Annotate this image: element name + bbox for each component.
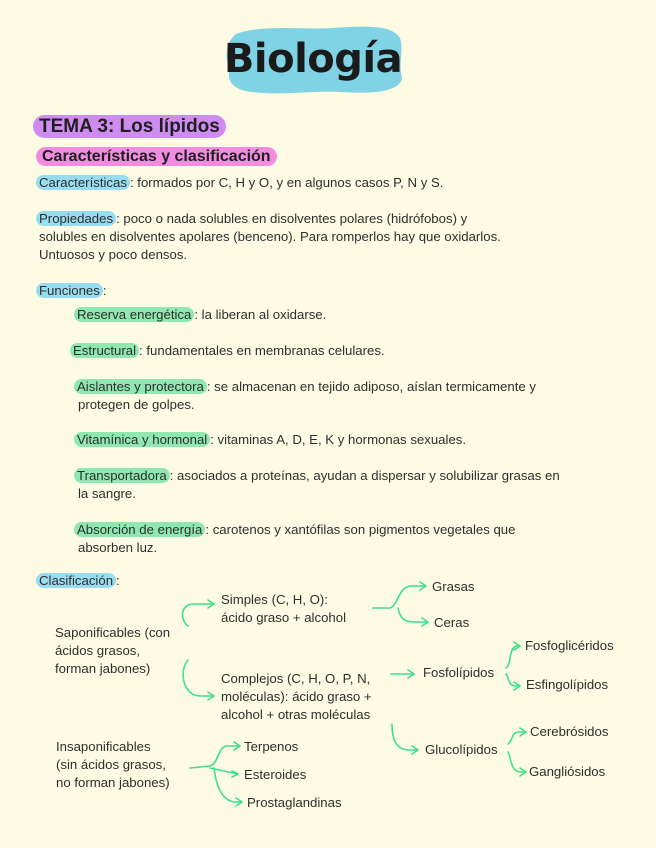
node-line: Saponificables (con — [55, 625, 171, 640]
node-line: no forman jabones) — [56, 775, 170, 790]
function-item-label: Estructural — [70, 343, 139, 358]
node-terpenos: Terpenos — [244, 739, 299, 754]
node-esfingolipidos: Esfingolípidos — [526, 677, 609, 692]
node-saponificables — [55, 624, 170, 678]
section-heading-label: Características y clasificación — [36, 147, 277, 166]
node-esteroides: Esteroides — [244, 767, 307, 782]
function-item-label: Reserva energética — [74, 307, 194, 322]
node-line: Complejos (C, H, O, P, N, — [221, 671, 371, 686]
characteristics-label: Características — [36, 175, 130, 190]
function-item-text: : fundamentales en membranas celulares. — [139, 343, 385, 358]
properties-line-1: : poco o nada solubles en disolventes polares (hidrófobos) y — [116, 211, 468, 226]
node-insaponificables — [56, 738, 170, 792]
node-prostaglandinas: Prostaglandinas — [247, 795, 342, 810]
function-item-label: Absorción de energía — [74, 522, 205, 537]
properties-label: Propiedades — [36, 211, 116, 226]
function-item-text: : asociados a proteínas, ayudan a dispersar y solubilizar grasas en — [169, 468, 560, 483]
function-item-text: : la liberan al oxidarse. — [194, 307, 327, 322]
node-simples — [221, 591, 346, 627]
classification-label: Clasificación — [36, 573, 116, 588]
function-item-text-cont: protegen de golpes. — [78, 397, 195, 412]
node-line: (sin ácidos grasos, — [56, 757, 166, 772]
page-title: Biología — [223, 36, 403, 82]
function-item-text: : carotenos y xantófilas son pigmentos vegetales que — [205, 522, 516, 537]
node-line: forman jabones) — [55, 661, 151, 676]
topic-heading-label: TEMA 3: Los lípidos — [33, 115, 226, 138]
properties-line-2: solubles en disolventes apolares (benceno). Para romperlos hay que oxidarlos. — [39, 229, 501, 244]
functions-colon: : — [102, 283, 107, 298]
function-item-label: Transportadora — [74, 468, 170, 483]
node-ceras: Ceras — [434, 615, 470, 630]
node-glucolipidos: Glucolípidos — [425, 742, 498, 757]
node-line: Insaponificables — [56, 739, 151, 754]
node-line: ácido graso + alcohol — [221, 610, 346, 625]
function-item-text: : se almacenan en tejido adiposo, aíslan termicamente y — [206, 379, 536, 394]
classification-colon: : — [116, 573, 120, 588]
characteristics-text: : formados por C, H y O, y en algunos casos P, N y S. — [129, 175, 444, 190]
function-item-label: Aislantes y protectora — [74, 379, 207, 394]
node-line: Simples (C, H, O): — [221, 592, 328, 607]
function-item-label: Vitamínica y hormonal — [74, 432, 210, 447]
node-complejos — [221, 670, 372, 724]
node-grasas: Grasas — [432, 579, 475, 594]
functions-label: Funciones — [36, 283, 103, 298]
function-item-text: : vitaminas A, D, E, K y hormonas sexuales. — [210, 432, 467, 447]
properties-line-3: Untuosos y poco densos. — [39, 247, 188, 262]
node-fosfogliceridos: Fosfoglicéridos — [525, 638, 614, 653]
node-cerebrosidos: Cerebrósidos — [530, 724, 609, 739]
function-item-text-cont: la sangre. — [78, 486, 136, 501]
node-line: alcohol + otras moléculas — [221, 707, 371, 722]
node-line: ácidos grasos, — [55, 643, 141, 658]
node-line: moléculas): ácido graso + — [221, 689, 372, 704]
node-gangliosidos: Gangliósidos — [529, 764, 606, 779]
node-fosfolipidos: Fosfolípidos — [423, 665, 495, 680]
function-item-text-cont: absorben luz. — [78, 540, 158, 555]
